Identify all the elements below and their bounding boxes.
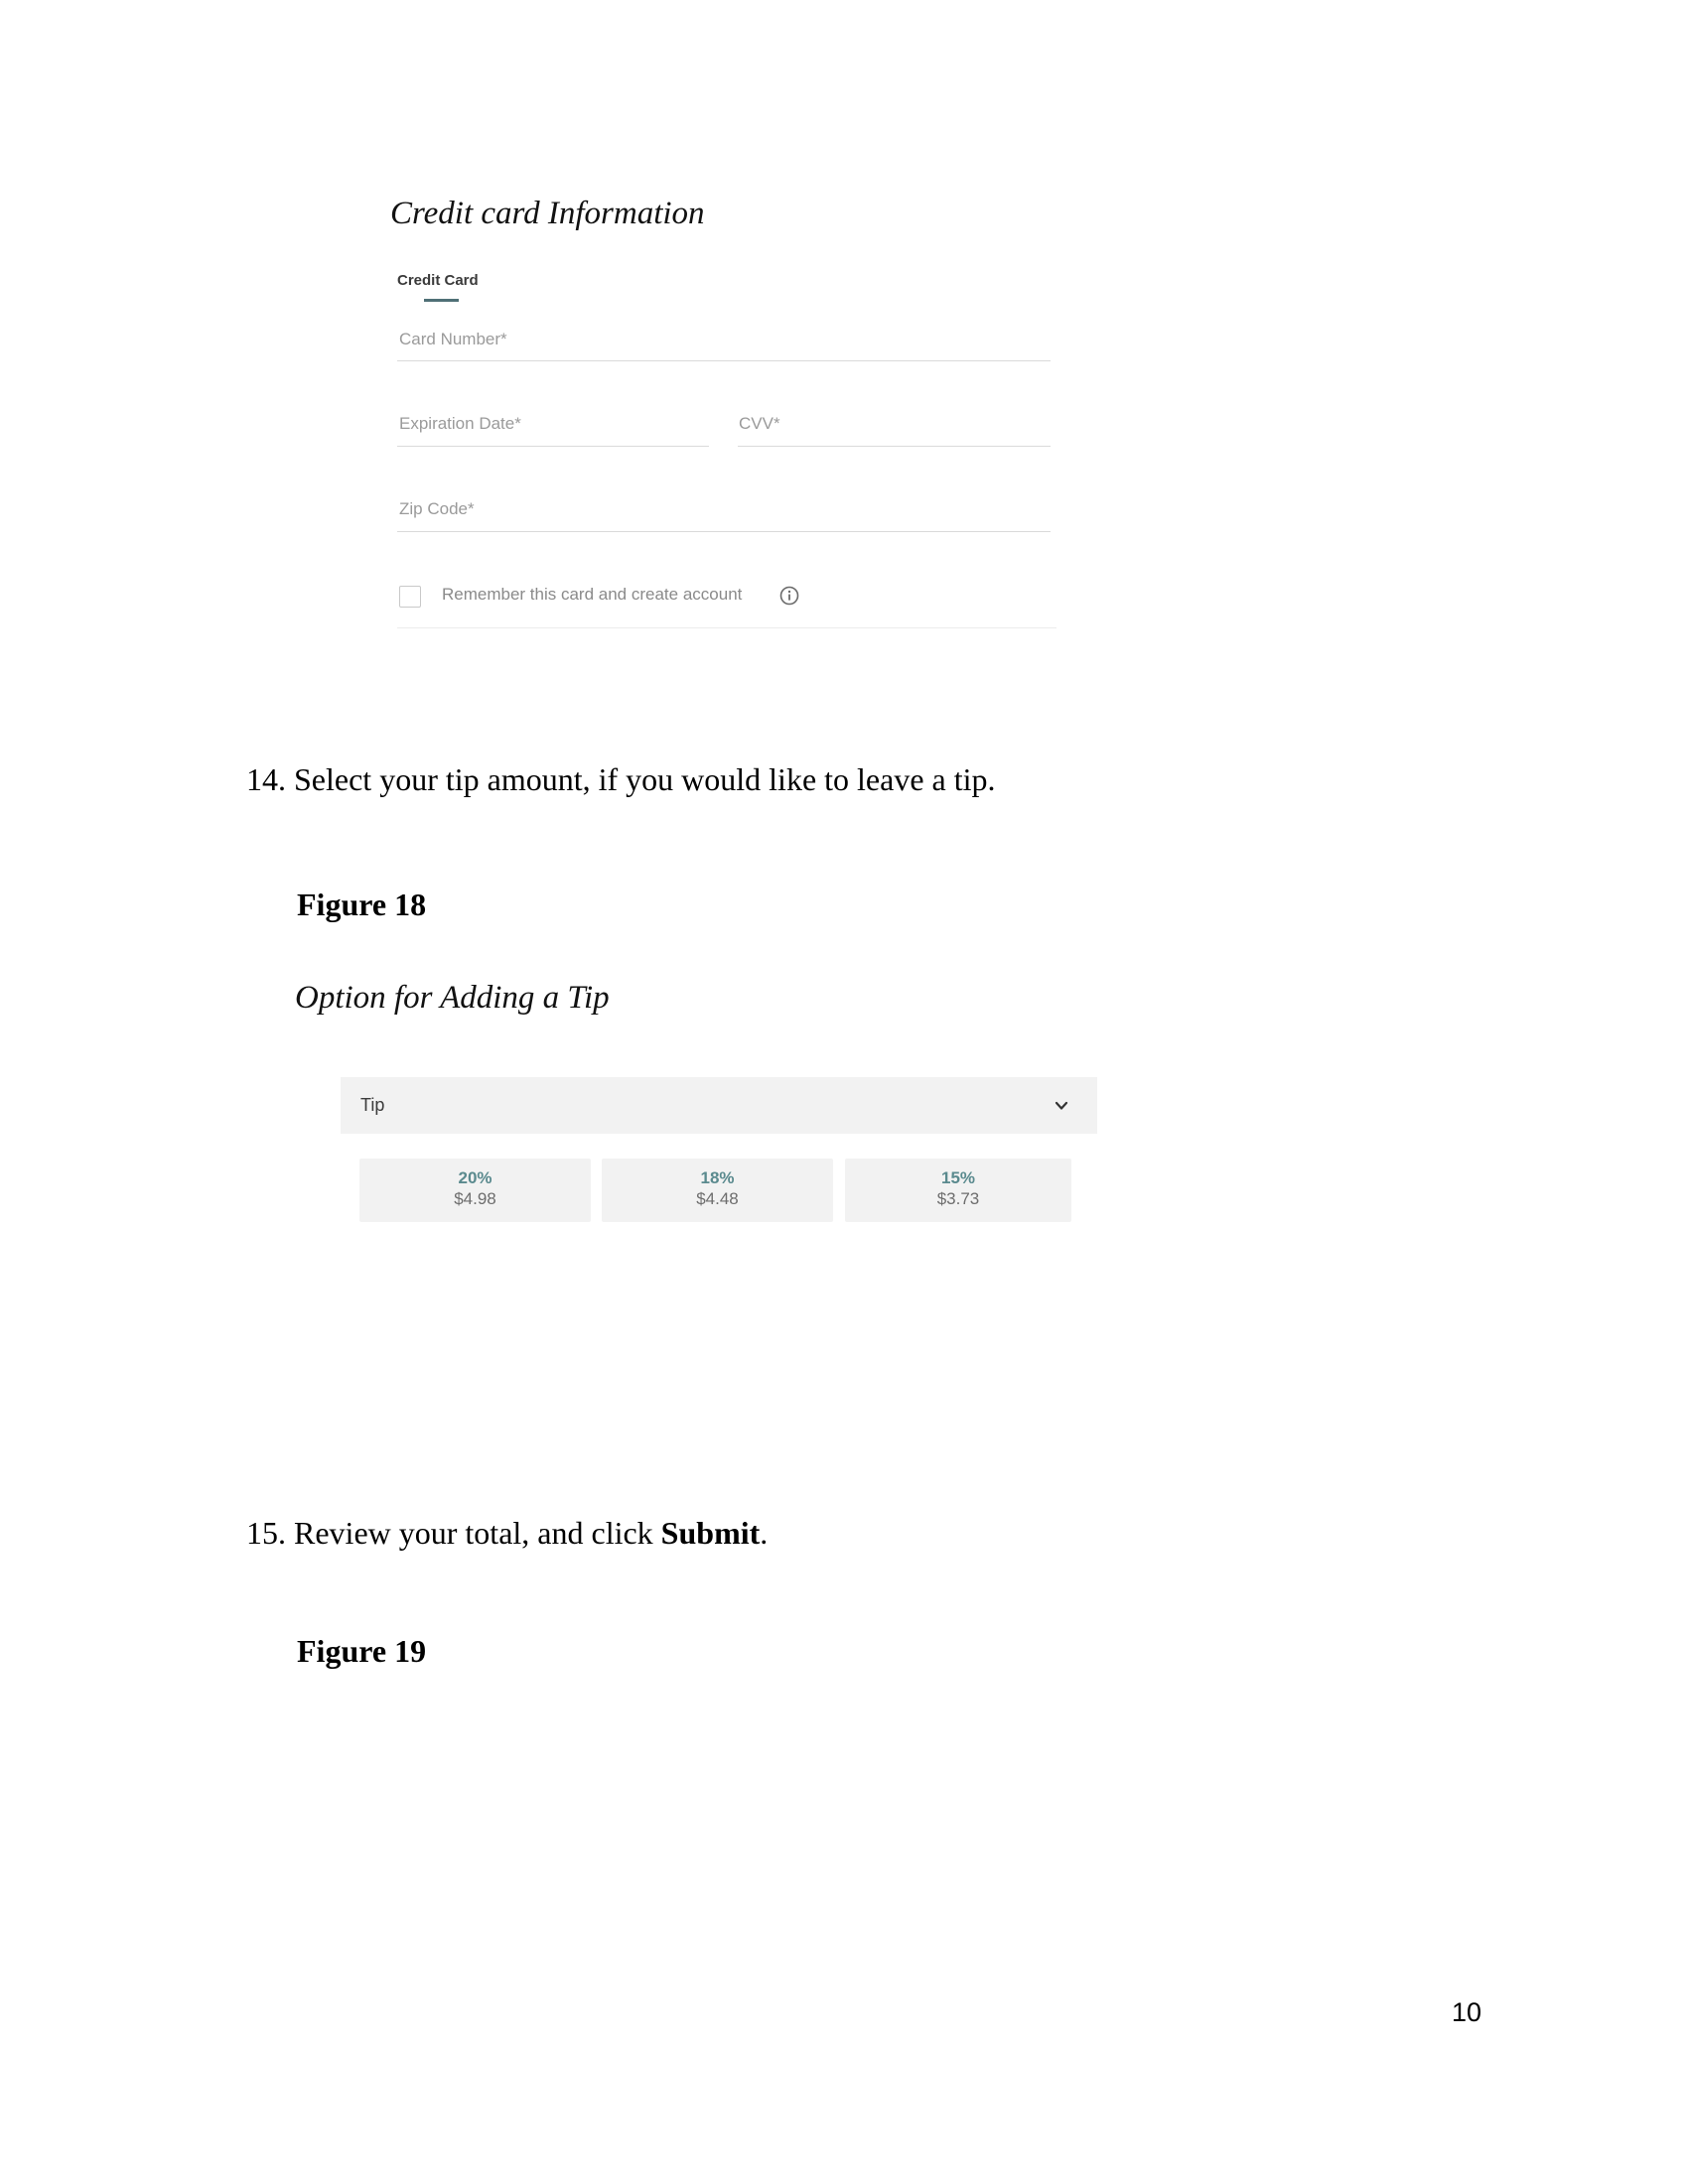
- remember-card-label: Remember this card and create account: [442, 585, 743, 604]
- tip-dropdown-header[interactable]: [341, 1077, 1097, 1134]
- tip-option-percent: 20%: [458, 1168, 492, 1187]
- tip-header-label: Tip: [360, 1095, 385, 1115]
- zip-code-underline: [397, 531, 1051, 532]
- tab-credit-card[interactable]: Credit Card: [397, 272, 479, 289]
- tip-option-percent: 15%: [940, 1168, 976, 1187]
- remember-divider: [397, 627, 1056, 628]
- figure-18-label: Figure 18: [297, 887, 427, 922]
- step-15-period: .: [760, 1515, 769, 1551]
- expiration-date-underline: [397, 446, 709, 447]
- credit-card-caption: Credit card Information: [390, 196, 705, 231]
- cvv-field[interactable]: CVV*: [739, 414, 780, 433]
- step-15-number: 15.: [246, 1515, 286, 1551]
- tip-option-amount: $3.73: [936, 1189, 980, 1208]
- cvv-underline: [738, 446, 1051, 447]
- step-14: [246, 761, 996, 798]
- expiration-date-field[interactable]: Expiration Date*: [399, 414, 521, 433]
- tip-option-15[interactable]: [845, 1159, 1071, 1222]
- step-14-number: 14.: [246, 761, 286, 797]
- step-15: [246, 1515, 768, 1552]
- tip-option-18[interactable]: [602, 1159, 833, 1222]
- step-14-text: Select your tip amount, if you would like to leave a tip.: [294, 761, 996, 797]
- zip-code-field[interactable]: Zip Code*: [399, 499, 475, 518]
- tip-option-amount: $4.48: [696, 1189, 739, 1208]
- chevron-down-icon[interactable]: [1054, 1098, 1069, 1114]
- card-number-field[interactable]: Card Number*: [399, 330, 507, 348]
- tip-option-amount: $4.98: [454, 1189, 496, 1208]
- figure-18-caption: Option for Adding a Tip: [295, 980, 610, 1016]
- card-number-underline: [397, 360, 1051, 361]
- credit-card-form: [397, 268, 1053, 635]
- tip-option-20[interactable]: [359, 1159, 591, 1222]
- remember-card-checkbox[interactable]: [399, 586, 421, 608]
- step-15-text: Review your total, and click: [294, 1515, 661, 1551]
- info-icon[interactable]: [779, 586, 799, 606]
- step-15-submit-text: Submit: [660, 1515, 761, 1551]
- tip-option-percent: 18%: [700, 1168, 735, 1187]
- figure-19-label: Figure 19: [297, 1633, 427, 1669]
- page-number: 10: [1452, 1997, 1482, 2027]
- tab-active-indicator: [424, 299, 459, 302]
